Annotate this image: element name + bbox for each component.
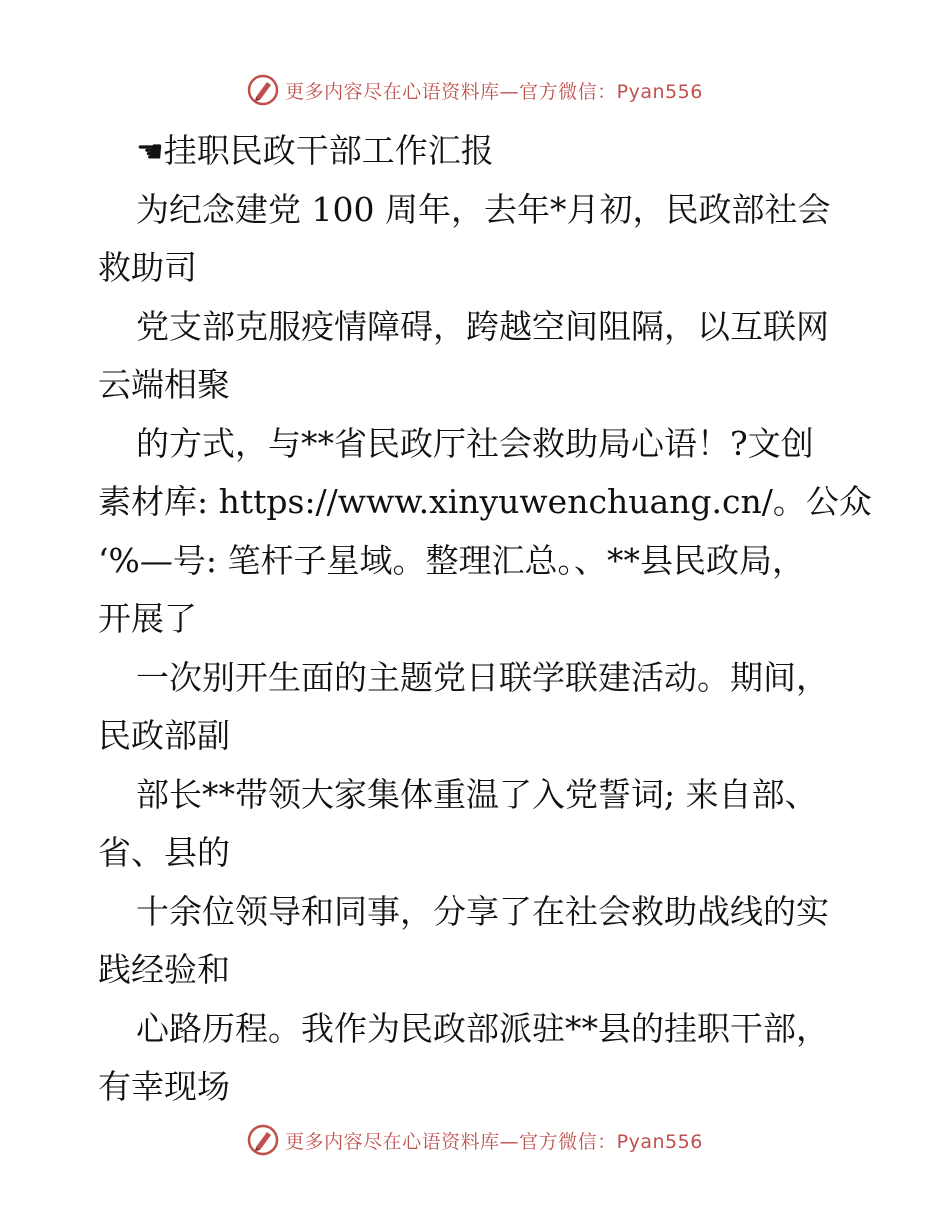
text-line: 心路历程。我作为民政部派驻**县的挂职干部， <box>136 1008 829 1048</box>
document-title-text: 挂职民政干部工作汇报 <box>163 131 494 170</box>
header-banner <box>0 70 950 110</box>
document-body <box>98 122 872 1117</box>
text-line: 的方式，与**省民政厅社会救助局心语！?文创 <box>136 423 814 463</box>
pen-logo-icon <box>247 1124 279 1156</box>
text-line: 践经验和 <box>98 950 230 989</box>
text-line: 素材库: https://www.xinyuwenchuang.cn/。公众 <box>98 482 872 521</box>
text-line: 云端相聚 <box>98 365 230 404</box>
text-line: 为纪念建党 100 周年，去年*月初，民政部社会 <box>136 189 831 229</box>
hand-pointing-icon: ☚ <box>136 134 164 170</box>
text-line: 有幸现场 <box>98 1067 230 1106</box>
text-line: 十余位领导和同事，分享了在社会救助战线的实 <box>136 891 829 931</box>
text-line: 部长**带领大家集体重温了入党誓词; 来自部、 <box>136 774 818 814</box>
footer-banner-text: 更多内容尽在心语资料库—官方微信：Pyan556 <box>285 1130 703 1153</box>
text-line: 民政部副 <box>98 716 230 755</box>
document-title <box>98 122 858 181</box>
text-line: 省、县的 <box>98 833 230 872</box>
text-line: 党支部克服疫情障碍，跨越空间阻隔，以互联网 <box>136 306 829 346</box>
text-line: 开展了 <box>98 599 197 638</box>
footer-banner <box>0 1120 950 1160</box>
text-line: ‘%—号: 笔杆子星域。整理汇总。、**县民政局， <box>98 540 805 580</box>
header-banner-text: 更多内容尽在心语资料库—官方微信：Pyan556 <box>285 80 703 103</box>
text-line: 一次别开生面的主题党日联学联建活动。期间， <box>136 657 829 697</box>
pen-logo-icon <box>247 74 279 106</box>
text-line: 救助司 <box>98 248 197 287</box>
